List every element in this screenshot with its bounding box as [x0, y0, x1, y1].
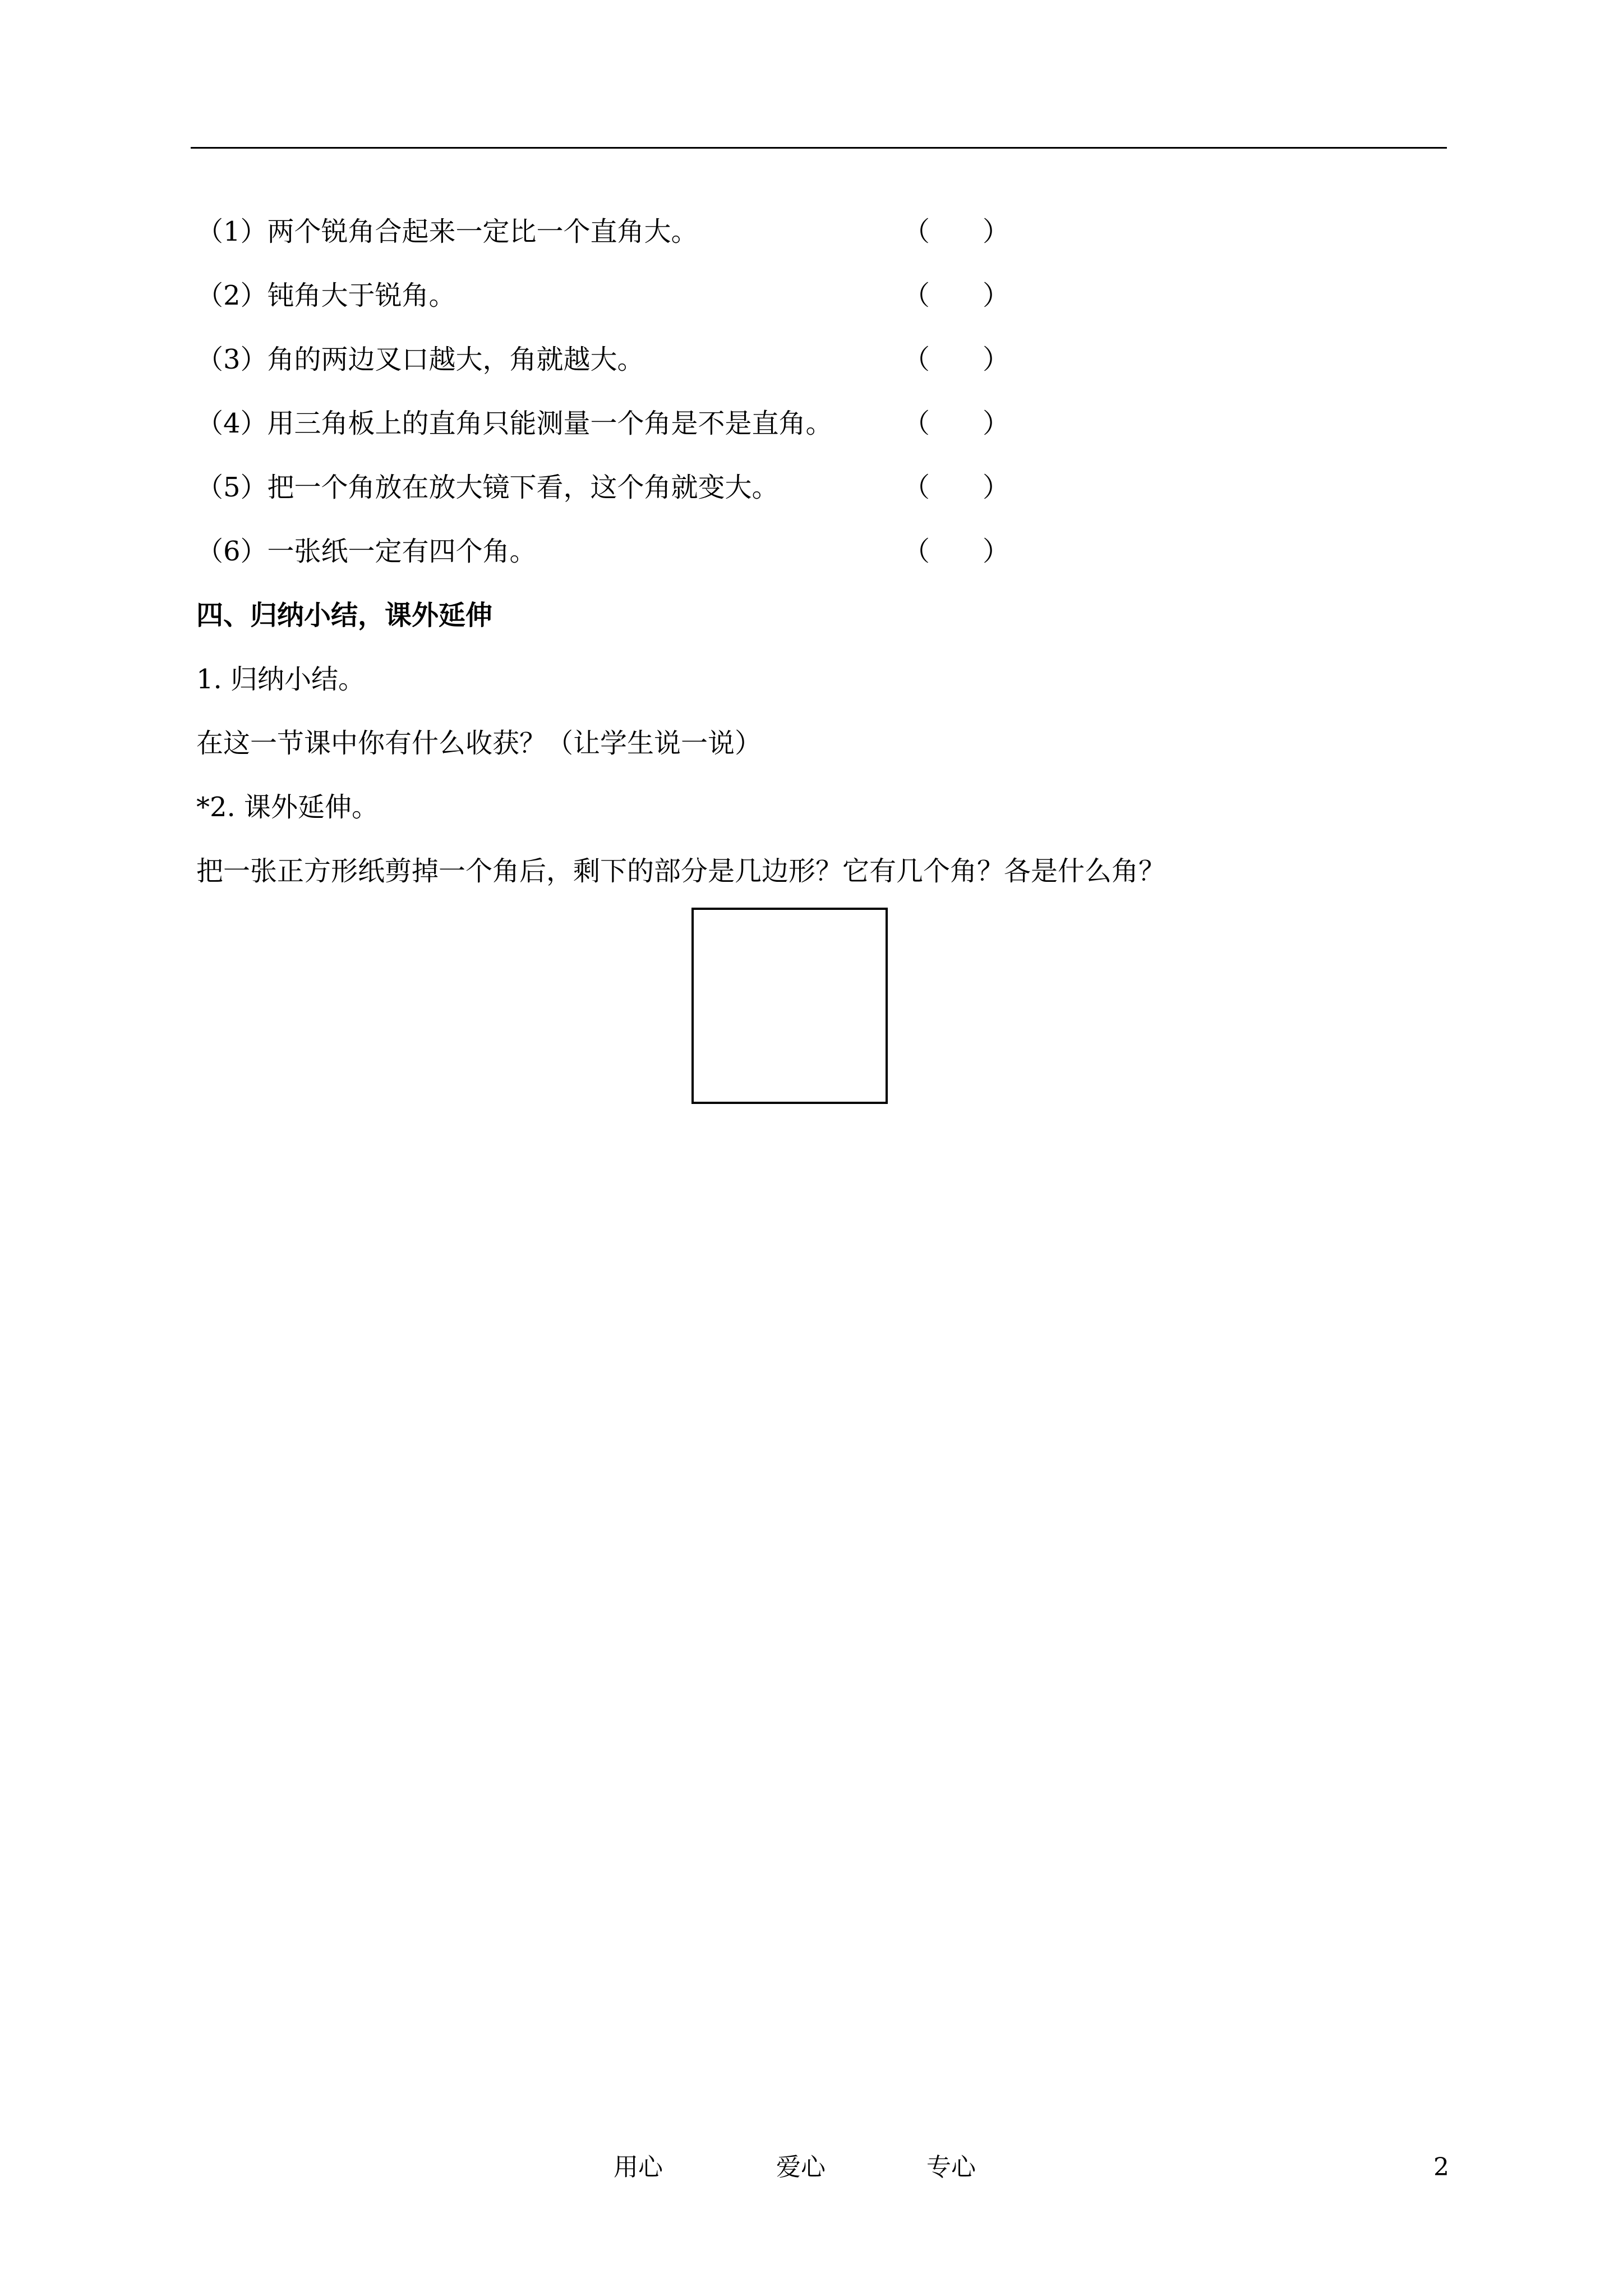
answer-blank-4 — [903, 407, 1009, 440]
judge-item-3: （3）角的两边叉口越大，角就越大。 — [196, 344, 644, 375]
judge-item-1: （1）两个锐角合起来一定比一个直角大。 — [196, 216, 698, 247]
paren-open: （ — [903, 216, 930, 247]
paren-close: ） — [982, 536, 1009, 567]
footer-word-3: 专心 — [926, 2153, 976, 2182]
answer-blank-5 — [903, 471, 1009, 504]
summary-title: 1. 归纳小结。 — [196, 664, 366, 695]
paren-open: （ — [903, 536, 930, 567]
square-paper-figure — [691, 908, 888, 1104]
answer-blank-1 — [903, 215, 1009, 249]
judge-item-4: （4）用三角板上的直角只能测量一个角是不是直角。 — [196, 408, 833, 439]
answer-blank-3 — [903, 343, 1009, 376]
answer-blank-6 — [903, 535, 1009, 568]
summary-text: 在这一节课中你有什么收获？（让学生说一说） — [196, 728, 762, 759]
extension-text: 把一张正方形纸剪掉一个角后，剩下的部分是几边形？它有几个角？各是什么角？ — [196, 855, 1166, 887]
paren-open: （ — [903, 280, 930, 311]
judge-item-5: （5）把一个角放在放大镜下看，这个角就变大。 — [196, 472, 779, 503]
footer-word-2: 爱心 — [776, 2153, 826, 2182]
answer-blank-2 — [903, 279, 1009, 312]
paren-close: ） — [982, 472, 1009, 503]
paren-close: ） — [982, 344, 1009, 375]
extension-title: *2. 课外延伸。 — [196, 792, 379, 823]
paren-close: ） — [982, 408, 1009, 439]
paren-open: （ — [903, 472, 930, 503]
paren-close: ） — [982, 216, 1009, 247]
paren-open: （ — [903, 408, 930, 439]
footer-word-1: 用心 — [614, 2153, 663, 2182]
paren-close: ） — [982, 280, 1009, 311]
page-number: 2 — [1433, 2153, 1449, 2182]
judge-item-6: （6）一张纸一定有四个角。 — [196, 536, 537, 567]
paren-open: （ — [903, 344, 930, 375]
judge-item-2: （2）钝角大于锐角。 — [196, 280, 456, 311]
header-rule — [191, 147, 1447, 149]
section-heading: 四、归纳小结，课外延伸 — [196, 600, 493, 631]
